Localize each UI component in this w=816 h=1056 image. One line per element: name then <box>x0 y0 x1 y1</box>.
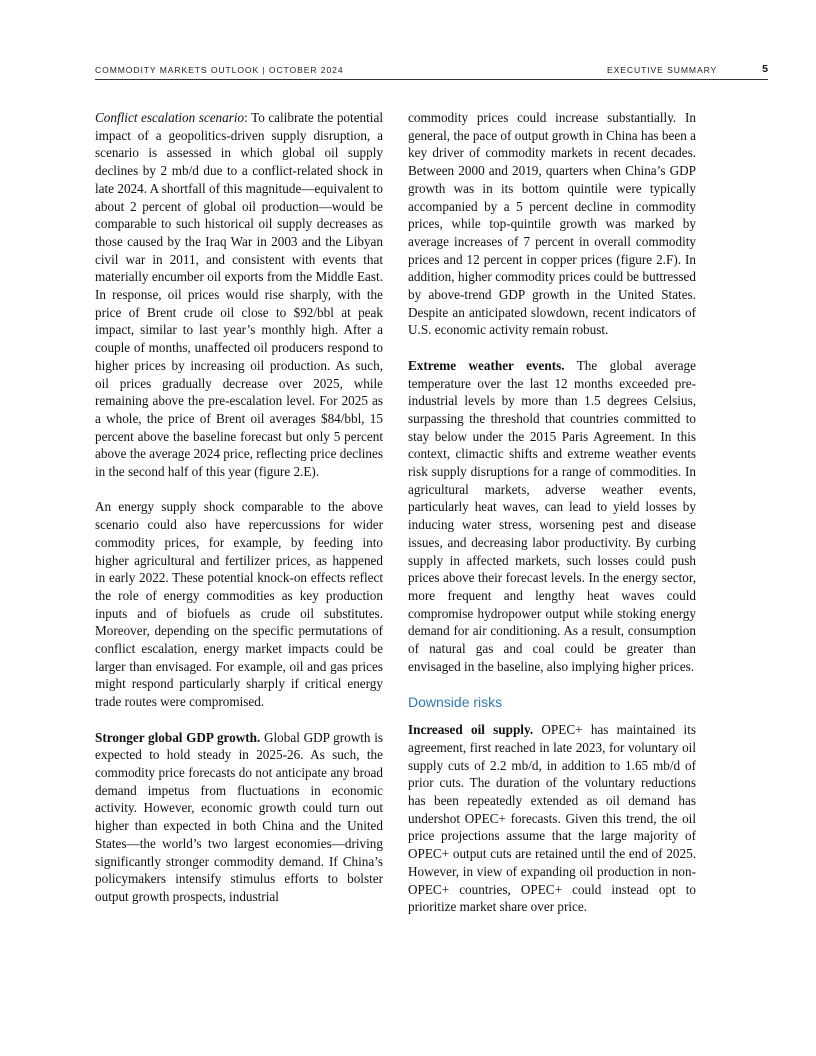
paragraph-body: To calibrate the potential impact of a geopolitics-driven supply disruption, a scenario is assessed in which global oil supply declines by 2 mb/d due to a conflict-related shock in late 2024. A shortfall of this magnitude—equivalent to about 2 percent of global oil production—would be comparable to such historical oil supply decreases as those caused by the Iraq War in 2003 and the Libyan civil war in 2011, and consistent with events that materially encumber oil exports from the Middle East. In response, oil prices would rise sharply, with the price of Brent crude oil close to $92/bbl at peak impact, similar to last year’s monthly high. After a couple of months, unaffected oil producers respond to higher prices by increasing oil production. As such, oil prices gradually decrease over 2025, while remaining above the pre-escalation level. For 2025 as a whole, the price of Brent oil averages $84/bbl, 15 percent above the baseline forecast but only 5 percent above the average 2024 price, reflecting price declines in the second half of this year (figure 2.E). <box>95 110 383 480</box>
right-column <box>408 109 696 934</box>
paragraph-lead: Stronger global GDP growth. <box>95 729 261 745</box>
lead-separator: : <box>244 110 252 125</box>
publication-title: COMMODITY MARKETS OUTLOOK | OCTOBER 2024 <box>95 65 344 75</box>
header-rule <box>95 79 768 80</box>
page-number: 5 <box>762 63 768 75</box>
section-heading-downside-risks: Downside risks <box>408 694 503 711</box>
paragraph-energy-shock: An energy supply shock comparable to the above scenario could also have repercussions for wider commodity prices, for example, by feeding into higher agricultural and fertilizer prices, as happened in early 2022. These potential knock-on effects reflect the role of energy commodities as key production inputs and of biofuels as crude oil substitutes. Moreover, depending on the specific permutations of conflict escalation, energy market impacts could be larger than envisaged. For example, oil and gas prices might respond particularly sharply if critical energy trade routes were compromised. <box>95 499 383 710</box>
paragraph-lead: Conflict escalation scenario <box>95 110 245 125</box>
paragraph-conflict-escalation <box>95 109 383 481</box>
paragraph-lead: Increased oil supply. <box>408 722 534 738</box>
paragraph-body: OPEC+ has maintained its agreement, first reached in late 2023, for voluntary oil supply cuts of 2.2 mb/d, in addition to 1.65 mb/d of prior cuts. The duration of the voluntary reductions has been repeatedly extended as oil demand has undershot OPEC+ forecasts. Given this trend, the oil price projections assume that the large majority of OPEC+ output cuts are retained until the end of 2025. However, in view of expanding oil production in non-OPEC+ countries, OPEC+ could instead opt to prioritize market share over price. <box>408 722 696 915</box>
paragraph-oil-supply <box>408 721 696 916</box>
paragraph-extreme-weather <box>408 357 696 676</box>
section-title: EXECUTIVE SUMMARY <box>607 65 718 75</box>
paragraph-body: Global GDP growth is expected to hold steady in 2025-26. As such, the commodity price forecasts do not anticipate any broad demand impetus from fluctuations in economic activity. However, economic growth could turn out higher than expected in both China and the United States—the world’s two largest economies—driving significantly stronger commodity demand. If China’s policymakers intensify stimulus efforts to bolster output growth prospects, industrial <box>95 729 383 904</box>
paragraph-gdp-growth-continued: commodity prices could increase substantially. In general, the pace of output growth in China has been a key driver of commodity markets in recent decades. Between 2000 and 2019, quarters when China’s GDP growth was in its bottom quintile were typically accompanied by a 5 percent decline in commodity prices, while top-quintile growth was marked by average increases of 7 percent in overall commodity prices and 12 percent in copper prices (figure 2.F). In addition, higher commodity prices could be buttressed by above-trend GDP growth in the United States. Despite an anticipated slowdown, recent indicators of U.S. economic activity remain robust. <box>408 110 696 338</box>
left-column <box>95 109 383 923</box>
paragraph-body: The global average temperature over the last 12 months exceeded pre-industrial levels by more than 1.5 degrees Celsius, surpassing the threshold that countries committed to stay below under the 2015 Paris Agreement. In this context, climactic shifts and extreme weather events risk supply disruptions for a range of commodities. In agricultural markets, adverse weather events, particularly heat waves, can lead to yield losses by inducing water stress, worsening pest and disease issues, and decreasing labor productivity. By curbing supply in affected markets, such losses could push prices above their forecast levels. In the energy sector, more frequent and lengthy heat waves could compromise hydropower output while stoking energy demand for air conditioning. As a result, consumption of natural gas and coal could be greater than envisaged in the baseline, also implying higher prices. <box>408 357 697 674</box>
paragraph-gdp-growth <box>95 729 383 906</box>
paragraph-lead: Extreme weather events. <box>408 357 565 373</box>
running-header <box>95 63 768 79</box>
